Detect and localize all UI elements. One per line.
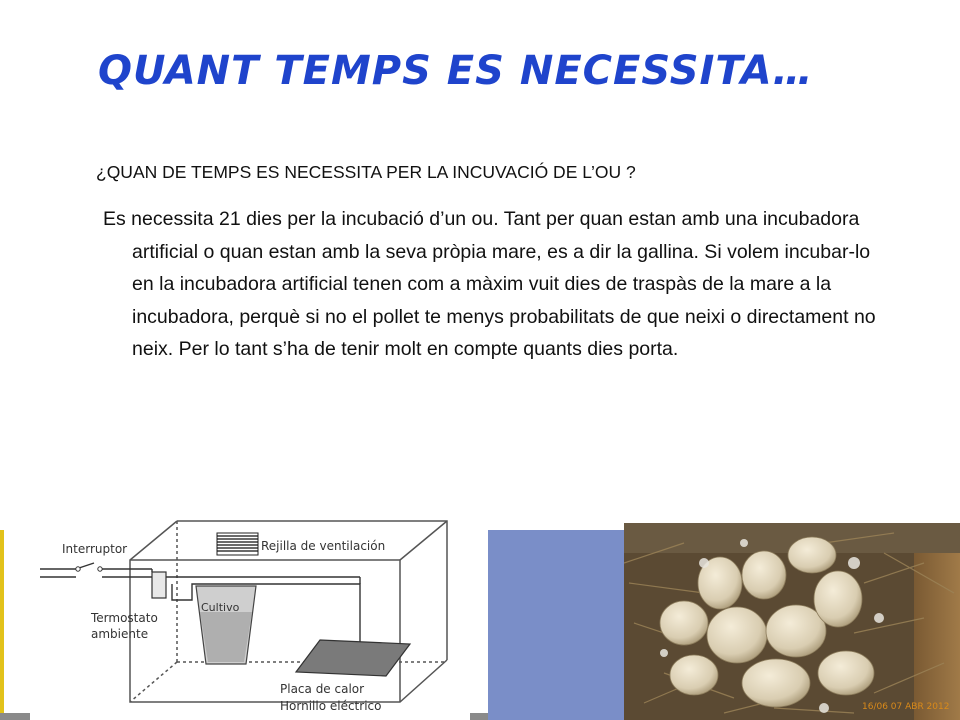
slide-body-text: Es necessita 21 dies per la incubació d’un ou. Tant per quan estan amb una incubadora artificial o quan estan amb la seva pròpia mare, es a dir la gallina. Si volem incubar-lo en la incubadora artificial tenen com a màxim vuit dies de traspàs de la mare a la incubadora, perquè si no el pollet te menys probabilitats de que neixi o directament no neix. Per lo tant s’ha de tenir molt en compte quants dies porta.: [103, 208, 876, 360]
left-accent-bar: [0, 530, 4, 720]
slide-title: QUANT TEMPS ES NECESSITA…: [98, 48, 814, 94]
culture-pot: [196, 586, 256, 664]
label-thermostat-2: ambiente: [91, 627, 149, 641]
thermostat-box: [152, 572, 166, 598]
label-heater-1: Placa de calor: [280, 682, 365, 696]
label-switch: Interruptor: [62, 542, 128, 556]
label-heater-2: Hornillo eléctrico: [280, 699, 382, 713]
eggs-nest-photo: [624, 523, 960, 720]
label-vent: Rejilla de ventilación: [261, 539, 386, 553]
incubator-diagram: [30, 512, 470, 720]
vent-grille: [217, 533, 258, 555]
blue-accent-block: [488, 530, 624, 720]
label-culture: Cultivo: [201, 601, 240, 614]
slide-question: ¿QUAN DE TEMPS ES NECESSITA PER LA INCUVACIÓ DE L’OU ?: [96, 162, 636, 182]
photo-watermark: 16/06 07 ABR 2012: [862, 702, 950, 712]
label-thermostat-1: Termostato: [91, 611, 158, 625]
